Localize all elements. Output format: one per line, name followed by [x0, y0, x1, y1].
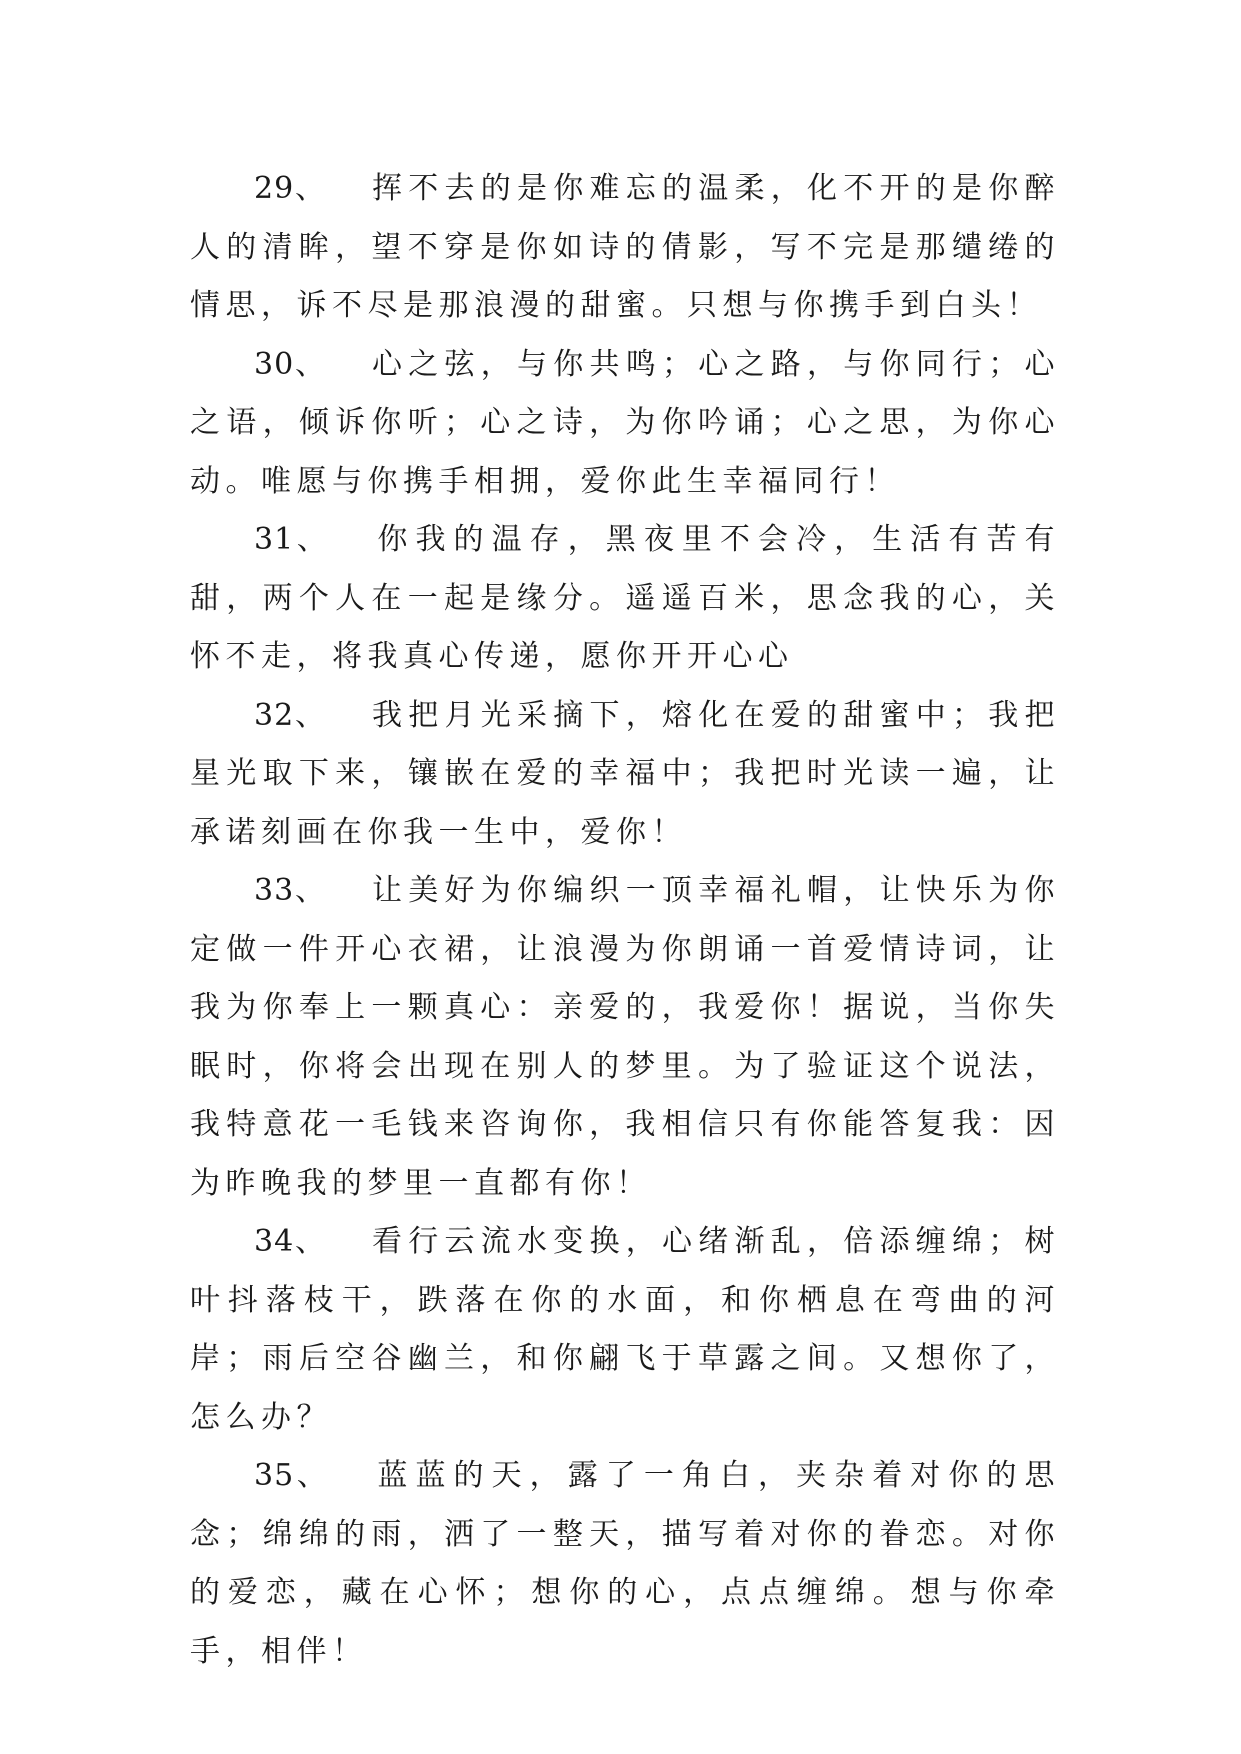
document-body [190, 160, 1060, 1681]
enumeration-mark: 、 [294, 1224, 332, 1259]
paragraph-text: 你我的温存，黑夜里不会冷，生活有苦有甜，两个人在一起是缘分。遥遥百米，思念我的心，关怀不走，将我真心传递，愿你开开心心 [190, 522, 1061, 674]
enumeration-mark: 、 [294, 873, 332, 908]
paragraph-30 [190, 336, 1060, 512]
paragraph-33 [190, 862, 1060, 1213]
enumeration-mark: 、 [294, 1458, 335, 1493]
paragraph-32 [190, 687, 1060, 863]
enumeration-mark: 、 [294, 522, 335, 557]
paragraph-text: 我把月光采摘下，熔化在爱的甜蜜中；我把星光取下来，镶嵌在爱的幸福中；我把时光读一遍，让承诺刻画在你我一生中，爱你！ [190, 697, 1061, 850]
paragraph-34 [190, 1213, 1060, 1447]
enumeration-mark: 、 [294, 697, 332, 733]
item-number: 31 [254, 522, 295, 557]
paragraph-text: 让美好为你编织一顶幸福礼帽，让快乐为你定做一件开心衣裙，让浪漫为你朗诵一首爱情诗词，让我为你奉上一颗真心：亲爱的，我爱你！据说，当你失眠时，你将会出现在别人的梦里。为了验证这个说法，我特意花一毛钱来咨询你，我相信只有你能答复我：因为昨晚我的梦里一直都有你！ [190, 873, 1061, 1201]
item-number: 29 [254, 171, 295, 206]
paragraph-text: 看行云流水变换，心绪渐乱，倍添缠绵；树叶抖落枝干，跌落在你的水面，和你栖息在弯曲的河岸；雨后空谷幽兰，和你翩飞于草露之间。又想你了，怎么办？ [190, 1224, 1061, 1435]
item-number: 32 [254, 697, 295, 733]
enumeration-mark: 、 [294, 346, 332, 382]
paragraph-35 [190, 1447, 1060, 1681]
item-number: 30 [254, 346, 295, 382]
paragraph-29 [190, 160, 1060, 336]
item-number: 35 [254, 1458, 295, 1493]
paragraph-text: 心之弦，与你共鸣；心之路，与你同行；心之语，倾诉你听；心之诗，为你吟诵；心之思，为你心动。唯愿与你携手相拥，爱你此生幸福同行！ [190, 346, 1061, 499]
paragraph-text: 挥不去的是你难忘的温柔，化不开的是你醉人的清眸，望不穿是你如诗的倩影，写不完是那缱绻的情思，诉不尽是那浪漫的甜蜜。只想与你携手到白头！ [190, 171, 1061, 323]
item-number: 34 [254, 1224, 295, 1259]
paragraph-text: 蓝蓝的天，露了一角白，夹杂着对你的思念；绵绵的雨，洒了一整天，描写着对你的眷恋。对你的爱恋，藏在心怀；想你的心，点点缠绵。想与你牵手，相伴！ [190, 1458, 1061, 1669]
paragraph-31 [190, 511, 1060, 687]
enumeration-mark: 、 [294, 171, 332, 206]
item-number: 33 [254, 873, 295, 908]
